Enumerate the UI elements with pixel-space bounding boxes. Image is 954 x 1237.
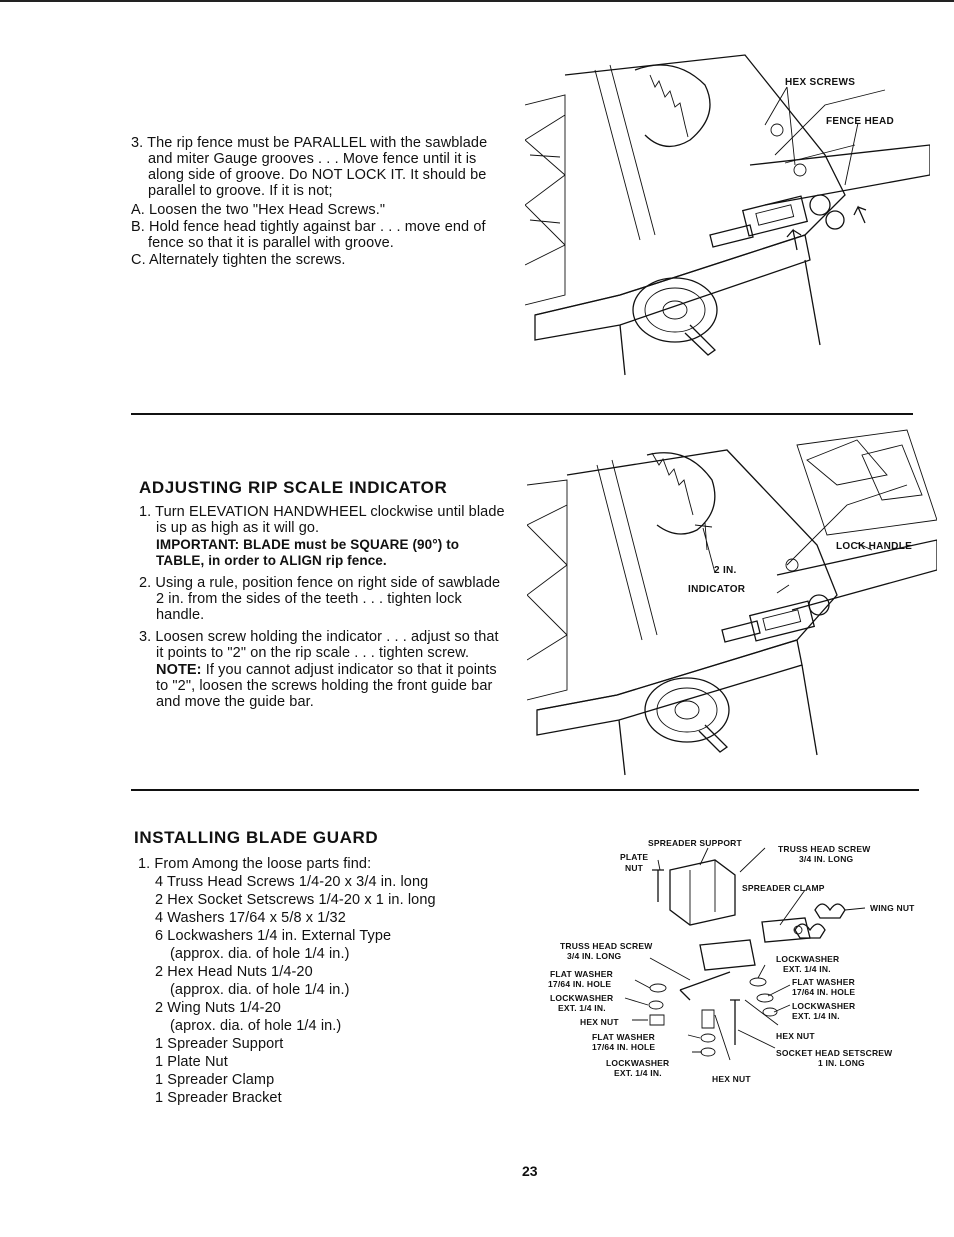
lockwasher-right-2-label: LOCKWASHER bbox=[792, 1001, 856, 1011]
lock-knob bbox=[810, 195, 830, 215]
blade-arc bbox=[635, 65, 710, 146]
truss-head-screw-right-label: TRUSS HEAD SCREW bbox=[778, 844, 871, 854]
step-b-text: B. Hold fence head tightly against bar . . . move end of fence so that it is parallel with groove. bbox=[131, 219, 486, 251]
hex-nut-bottom-label: HEX NUT bbox=[712, 1074, 751, 1084]
lock-knob-2 bbox=[826, 211, 844, 229]
section2-text bbox=[139, 504, 507, 710]
divider-1 bbox=[131, 413, 913, 415]
hex-screws-leader bbox=[765, 87, 795, 165]
two-inch-leader bbox=[695, 523, 715, 573]
spreader-bracket-part bbox=[700, 940, 755, 970]
handwheel-hub bbox=[663, 301, 687, 319]
lockwasher-bottom-label: LOCKWASHER bbox=[606, 1058, 670, 1068]
rip-indicator-illustration bbox=[527, 425, 937, 780]
note-text bbox=[139, 662, 507, 710]
fence-head-figure bbox=[525, 45, 930, 385]
socket-head-setscrew-label: SOCKET HEAD SETSCREW bbox=[776, 1048, 893, 1058]
throat2-lines bbox=[597, 460, 657, 640]
fence-head-illustration bbox=[525, 45, 930, 385]
flat-washer-right-size: 17/64 IN. HOLE bbox=[792, 987, 856, 997]
lockwasher-right-1-size: EXT. 1/4 IN. bbox=[783, 964, 831, 974]
part-item: 1 Plate Nut bbox=[155, 1054, 228, 1070]
lockwasher-left-size: EXT. 1/4 IN. bbox=[558, 1003, 606, 1013]
socket-head-setscrew bbox=[730, 1000, 740, 1045]
part-item-detail: (approx. dia. of hole 1/4 in.) bbox=[170, 982, 350, 998]
flat-washer-left-size: 17/64 IN. HOLE bbox=[548, 979, 612, 989]
divider-2 bbox=[131, 789, 919, 791]
table2-edge bbox=[537, 640, 802, 735]
part-item: 2 Hex Head Nuts 1/4-20 bbox=[155, 964, 313, 980]
note-body: If you cannot adjust indicator so that it points to "2", loosen the screws holding the front guide bar and move the guide bar. bbox=[156, 662, 497, 710]
right-truss bbox=[797, 430, 937, 535]
flat-washer-left-label: FLAT WASHER bbox=[550, 969, 613, 979]
part-item: 6 Lockwashers 1/4 in. External Type bbox=[155, 928, 392, 944]
truss-head-screw-left-length: 3/4 IN. LONG bbox=[567, 951, 622, 961]
throat-lines bbox=[595, 65, 655, 240]
rip-indicator-figure bbox=[527, 425, 937, 780]
lock-handle-label: LOCK HANDLE bbox=[836, 541, 913, 552]
left-truss bbox=[525, 95, 565, 305]
hex-nut-left-label: HEX NUT bbox=[580, 1017, 619, 1027]
lockwasher-left bbox=[649, 1001, 663, 1009]
truss-head-screw-right-length: 3/4 IN. LONG bbox=[799, 854, 854, 864]
hex-screw-2 bbox=[794, 164, 806, 176]
lockwasher-right-2-size: EXT. 1/4 IN. bbox=[792, 1011, 840, 1021]
blade-guard-heading: INSTALLING BLADE GUARD bbox=[134, 828, 379, 847]
flat-washer-right-label: FLAT WASHER bbox=[792, 977, 855, 987]
two-inch-label: 2 IN. bbox=[714, 565, 737, 576]
step-c-text: C. Alternately tighten the screws. bbox=[131, 252, 346, 268]
fence-head-label: FENCE HEAD bbox=[826, 116, 895, 127]
flat-washer-left bbox=[650, 984, 666, 992]
hex-nut-right-label: HEX NUT bbox=[776, 1031, 815, 1041]
flat-washer-bottom-size: 17/64 IN. HOLE bbox=[592, 1042, 656, 1052]
part-item: 2 Hex Socket Setscrews 1/4-20 x 1 in. long bbox=[155, 892, 436, 908]
blade-guard-parts-figure bbox=[540, 830, 930, 1090]
spreader-support-label: SPREADER SUPPORT bbox=[648, 838, 742, 848]
indicator-screw bbox=[786, 559, 798, 571]
blade2-teeth bbox=[652, 453, 693, 515]
important-text: IMPORTANT: BLADE must be SQUARE (90°) to TABLE, in order to ALIGN rip fence. bbox=[156, 537, 460, 568]
blade-guard-exploded-diagram bbox=[540, 830, 930, 1090]
arrow-2 bbox=[854, 207, 866, 223]
indicator-label: INDICATOR bbox=[688, 584, 746, 595]
part-item: 1 Spreader Clamp bbox=[155, 1072, 275, 1088]
hex-screws-label: HEX SCREWS bbox=[785, 77, 856, 88]
truss-head-screw-left-label: TRUSS HEAD SCREW bbox=[560, 941, 653, 951]
lockwasher-bottom-size: EXT. 1/4 IN. bbox=[614, 1068, 662, 1078]
spreader-support-part bbox=[670, 860, 735, 925]
step3-text: 3. The rip fence must be PARALLEL with the sawblade and miter Gauge grooves . . . Move fence until it is along side of groove. Do NOT LOCK IT. It should be parallel to groove. If it is not; bbox=[131, 135, 488, 199]
part-item: 4 Truss Head Screws 1/4-20 x 3/4 in. long bbox=[155, 874, 429, 890]
lockwasher-right-1-label: LOCKWASHER bbox=[776, 954, 840, 964]
page-number: 23 bbox=[522, 1163, 538, 1179]
rip-step1-text: 1. Turn ELEVATION HANDWHEEL clockwise until blade is up as high as it will go. bbox=[139, 504, 505, 536]
flat-washer-bottom-label: FLAT WASHER bbox=[592, 1032, 655, 1042]
part-item: 4 Washers 17/64 x 5/8 x 1/32 bbox=[155, 910, 346, 926]
left-truss-2 bbox=[527, 480, 567, 700]
hex-screw-1 bbox=[771, 124, 783, 136]
step-a-text: A. Loosen the two "Hex Head Screws." bbox=[131, 202, 386, 218]
part-item: 2 Wing Nuts 1/4-20 bbox=[155, 1000, 281, 1016]
guard-step1-text: 1. From Among the loose parts find: bbox=[138, 856, 372, 872]
table-edge bbox=[535, 235, 810, 340]
rip-scale-heading: ADJUSTING RIP SCALE INDICATOR bbox=[139, 478, 448, 497]
table-outline bbox=[535, 55, 845, 315]
lockwasher-bottom bbox=[701, 1048, 715, 1056]
section3-text bbox=[138, 856, 498, 1108]
cabinet-sides bbox=[620, 260, 820, 375]
table2-outline bbox=[537, 450, 837, 710]
wing-nut-1 bbox=[815, 904, 845, 918]
section1-text bbox=[131, 135, 499, 268]
truss-screw-left bbox=[680, 972, 730, 1000]
socket-head-setscrew-length: 1 IN. LONG bbox=[818, 1058, 865, 1068]
fence-head-block bbox=[743, 196, 808, 236]
fence2-head-slot bbox=[763, 610, 801, 630]
spreader-clamp-label: SPREADER CLAMP bbox=[742, 883, 825, 893]
lockwasher-right-1 bbox=[750, 978, 766, 986]
rip-step2-text: 2. Using a rule, position fence on right side of sawblade 2 in. from the sides of the teeth . . . tighten lock handle. bbox=[139, 575, 501, 623]
spreader-support-detail bbox=[690, 860, 715, 925]
cabinet2-sides bbox=[619, 665, 817, 775]
fence2-lines bbox=[787, 485, 907, 565]
hex-nut-left bbox=[650, 1015, 664, 1025]
plate-label: PLATE bbox=[620, 852, 649, 862]
flat-washer-bottom bbox=[701, 1034, 715, 1042]
blade-teeth bbox=[650, 75, 688, 137]
handwheel2-hub bbox=[675, 701, 699, 719]
top-border bbox=[0, 0, 954, 2]
part-item-detail: (approx. dia. of hole 1/4 in.) bbox=[170, 946, 350, 962]
handwheel2-inner bbox=[657, 688, 717, 732]
plate-nut-bolt bbox=[652, 870, 664, 902]
hex-nut-bottom bbox=[702, 1010, 714, 1028]
wing-nut-label: WING NUT bbox=[870, 903, 915, 913]
fence-head-slot bbox=[756, 205, 794, 225]
part-item: 1 Spreader Support bbox=[155, 1036, 284, 1052]
fence-bar bbox=[750, 145, 930, 205]
part-item: 1 Spreader Bracket bbox=[155, 1090, 282, 1106]
part-item-detail: (aprox. dia. of hole 1/4 in.) bbox=[170, 1018, 342, 1034]
nut-label: NUT bbox=[625, 863, 644, 873]
handwheel-inner bbox=[645, 288, 705, 332]
lockwasher-left-label: LOCKWASHER bbox=[550, 993, 614, 1003]
note-label: NOTE: bbox=[156, 662, 202, 678]
blade2-arc bbox=[647, 453, 715, 534]
rip-step3-text: 3. Loosen screw holding the indicator . . . adjust so that it points to "2" on the rip scale . . . tighten screw. bbox=[139, 629, 499, 661]
